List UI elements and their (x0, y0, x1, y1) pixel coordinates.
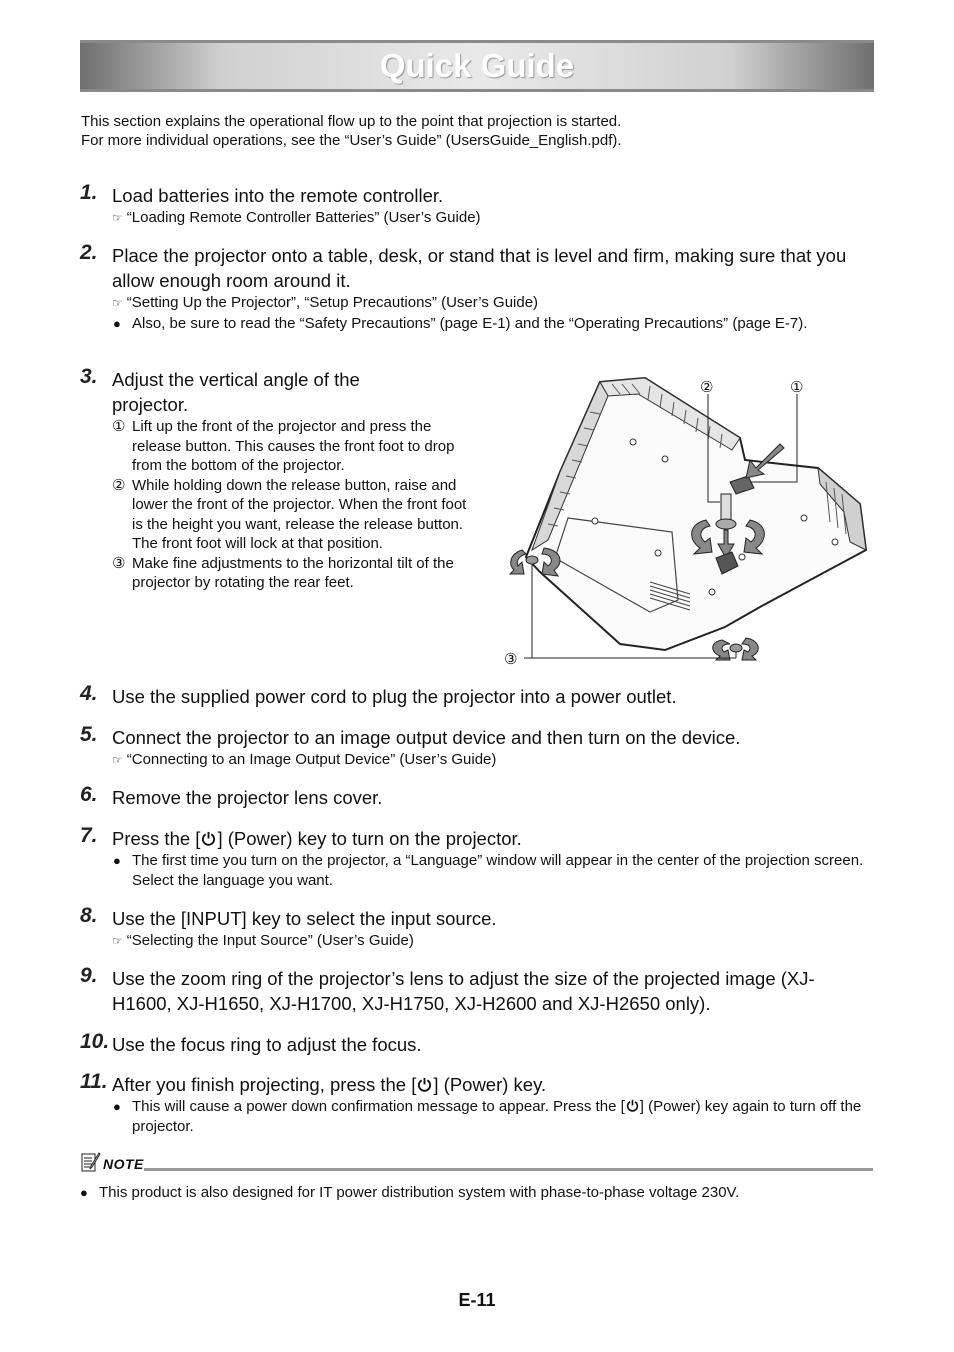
step-text: Use the focus ring to adjust the focus. (112, 1034, 422, 1055)
step-text: Adjust the vertical angle of the projector. (112, 369, 360, 415)
page-number: E-11 (458, 1290, 496, 1310)
bullet-icon: ● (80, 1185, 88, 1200)
step-number: 9. (80, 964, 98, 987)
reference (112, 750, 874, 771)
bullet-icon: ● (113, 315, 121, 331)
step-number: 11. (80, 1070, 108, 1093)
step-number: 7. (80, 824, 98, 847)
step-7 (80, 826, 874, 890)
step-text-part: ] (Power) key. (433, 1074, 547, 1095)
figure-label-1: ① (790, 378, 804, 396)
bullet-item (113, 1097, 872, 1136)
note-label: NOTE (103, 1156, 144, 1172)
step-9 (80, 966, 874, 1016)
circled-number: ① (112, 418, 126, 435)
sub-step-text: Make fine adjustments to the horizontal tilt of the projector by rotating the rear feet. (132, 554, 454, 591)
pointing-hand-icon: ☞ (112, 753, 123, 767)
reference-text: “Setting Up the Projector”, “Setup Precautions” (User’s Guide) (126, 294, 539, 311)
step-number: 10. (80, 1030, 110, 1053)
step-number: 3. (80, 365, 98, 388)
step-10 (80, 1032, 874, 1057)
pointing-hand-icon: ☞ (112, 934, 123, 948)
step-number: 2. (80, 241, 98, 264)
leader-line-3 (524, 564, 532, 658)
sub-step-2 (112, 476, 480, 554)
bullet-item (113, 314, 872, 334)
step-1 (80, 183, 874, 229)
page-title: Quick Guide (379, 47, 575, 84)
intro-line-1: This section explains the operational flow up to the point that projection is started. (81, 113, 622, 130)
reference (112, 293, 874, 314)
step-text-part: Press the [ (112, 828, 201, 849)
circled-number: ③ (112, 554, 126, 572)
note-text: This product is also designed for IT power distribution system with phase-to-phase voltage 230V. (99, 1184, 740, 1201)
bullet-text: Also, be sure to read the “Safety Precautions” (page E-1) and the “Operating Precautions” (page E-7). (132, 314, 808, 332)
sub-step-text: Lift up the front of the projector and press the release button. This causes the front foot to drop from the bottom of the projector. (132, 418, 455, 474)
figure-label-2: ② (700, 378, 714, 396)
reference-text: “Connecting to an Image Output Device” (User’s Guide) (126, 751, 497, 768)
note-header (81, 1152, 873, 1174)
step-text: Use the [INPUT] key to select the input source. (112, 908, 497, 929)
step-number: 8. (80, 904, 98, 927)
bullet-icon: ● (113, 1099, 121, 1114)
step-text: Place the projector onto a table, desk, or stand that is level and firm, making sure that you allow enough room around it. (112, 245, 847, 291)
figure-label-3: ③ (504, 650, 518, 668)
reference-text: “Loading Remote Controller Batteries” (User’s Guide) (126, 209, 481, 226)
step-text (112, 1072, 874, 1097)
intro-line-2: For more individual operations, see the “User’s Guide” (UsersGuide_English.pdf). (81, 132, 622, 149)
step-text: Load batteries into the remote controller. (112, 185, 444, 206)
note-pencil-icon (81, 1152, 101, 1174)
step-6 (80, 785, 874, 810)
bullet-text-part: This will cause a power down confirmation message to appear. Press the [ (132, 1098, 625, 1115)
title-banner (80, 40, 874, 92)
step-text (112, 826, 874, 851)
sub-step-1 (112, 417, 480, 476)
bullet-text: The first time you turn on the projector, a “Language” window will appear in the center of the projection screen. Select the language you want. (132, 852, 864, 889)
step-4 (80, 684, 874, 709)
step-11 (80, 1072, 874, 1136)
step-text: Use the zoom ring of the projector’s lens to adjust the size of the projected image (XJ-H1600, XJ-H1650, XJ-H1700, XJ-H1750, XJ-H2600 and XJ-H2650 only). (112, 968, 815, 1014)
note-bullet (80, 1183, 874, 1203)
step-3 (80, 367, 480, 593)
pointing-hand-icon: ☞ (112, 211, 123, 225)
sub-step-3 (112, 554, 480, 593)
power-icon (201, 831, 216, 846)
step-text: Connect the projector to an image output device and then turn on the device. (112, 727, 741, 748)
bullet-item (113, 851, 872, 890)
power-icon (626, 1099, 639, 1112)
reference-text: “Selecting the Input Source” (User’s Guide) (126, 932, 414, 949)
reference (112, 208, 874, 229)
note-body (80, 1183, 874, 1203)
step-2 (80, 243, 874, 333)
circled-number: ② (112, 476, 126, 494)
pointing-hand-icon: ☞ (112, 296, 123, 310)
step-text-part: ] (Power) key to turn on the projector. (217, 828, 522, 849)
note-divider (144, 1168, 873, 1171)
step-number: 5. (80, 723, 98, 746)
step-number: 6. (80, 783, 98, 806)
step-text-part: After you finish projecting, press the [ (112, 1074, 417, 1095)
step-8 (80, 906, 874, 952)
step-number: 4. (80, 682, 98, 705)
sub-step-text: While holding down the release button, raise and lower the front of the projector. When the front foot is the height you want, release the release button. The front foot will lock at that position. (132, 476, 467, 552)
intro (81, 112, 622, 150)
step-number: 1. (80, 181, 98, 204)
step-5 (80, 725, 874, 771)
projector-feet-illustration (500, 372, 874, 668)
power-icon (417, 1077, 432, 1092)
reference (112, 931, 874, 952)
bullet-text-part: ] (Power) key again to turn off the projector. (132, 1098, 862, 1135)
bullet-icon: ● (113, 853, 121, 868)
step-text: Use the supplied power cord to plug the projector into a power outlet. (112, 686, 677, 707)
step-text: Remove the projector lens cover. (112, 787, 383, 808)
